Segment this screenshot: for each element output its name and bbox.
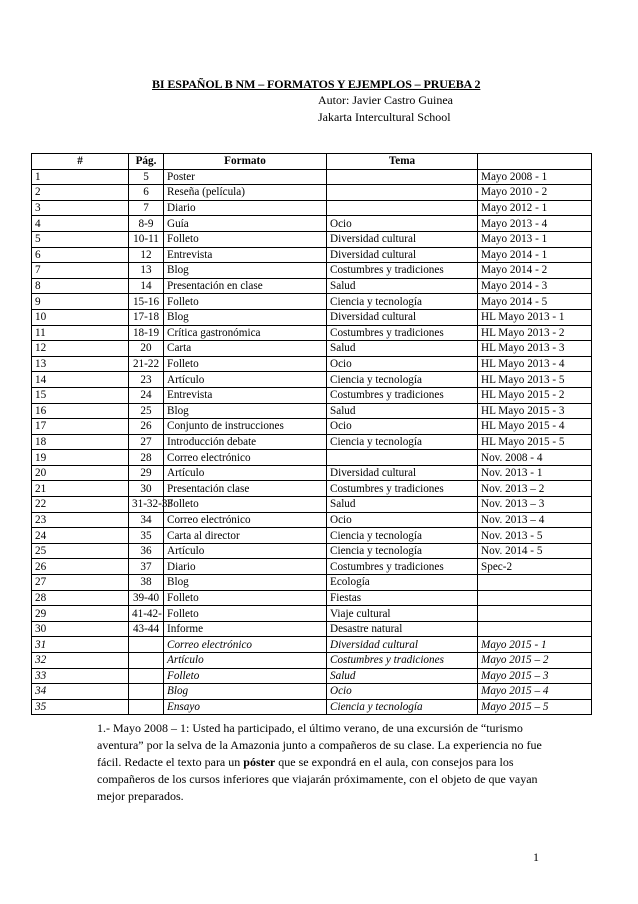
cell-theme: Ciencia y tecnología	[327, 543, 478, 559]
cell-format: Entrevista	[164, 247, 327, 263]
cell-number: 19	[32, 450, 129, 466]
cell-format: Folleto	[164, 356, 327, 372]
table-row	[32, 434, 592, 450]
author-block	[318, 92, 453, 126]
cell-exam: HL Mayo 2015 - 3	[478, 403, 592, 419]
cell-theme	[327, 185, 478, 201]
cell-page	[129, 653, 164, 669]
cell-theme: Ocio	[327, 512, 478, 528]
table-row	[32, 450, 592, 466]
cell-exam: Mayo 2012 - 1	[478, 200, 592, 216]
cell-format: Folleto	[164, 668, 327, 684]
cell-number: 10	[32, 309, 129, 325]
table-row	[32, 606, 592, 622]
cell-exam: Mayo 2008 - 1	[478, 169, 592, 185]
cell-format: Artículo	[164, 372, 327, 388]
cell-page: 8-9	[129, 216, 164, 232]
table-row	[32, 200, 592, 216]
cell-page: 25	[129, 403, 164, 419]
table-row	[32, 294, 592, 310]
cell-format: Crítica gastronómica	[164, 325, 327, 341]
cell-format: Folleto	[164, 497, 327, 513]
table-row	[32, 668, 592, 684]
cell-format: Entrevista	[164, 387, 327, 403]
cell-theme: Salud	[327, 341, 478, 357]
table-row	[32, 341, 592, 357]
cell-theme: Diversidad cultural	[327, 637, 478, 653]
cell-theme: Costumbres y tradiciones	[327, 653, 478, 669]
cell-theme: Ocio	[327, 356, 478, 372]
school-name: Jakarta Intercultural School	[318, 110, 451, 124]
task-text-after: que se expondrá en el aula, con consejos para los compañeros de los cursos inferiores que viajarán próximamente, con el objeto de que vayan mejor preparados.	[97, 755, 538, 803]
cell-page: 39-40	[129, 590, 164, 606]
cell-exam: HL Mayo 2015 - 2	[478, 387, 592, 403]
cell-exam: Nov. 2008 - 4	[478, 450, 592, 466]
cell-number: 2	[32, 185, 129, 201]
cell-number: 34	[32, 684, 129, 700]
table-row	[32, 216, 592, 232]
cell-format: Folleto	[164, 590, 327, 606]
cell-exam: Nov. 2014 - 5	[478, 543, 592, 559]
cell-page: 20	[129, 341, 164, 357]
cell-format: Presentación en clase	[164, 278, 327, 294]
cell-theme: Ocio	[327, 419, 478, 435]
cell-format: Conjunto de instrucciones	[164, 419, 327, 435]
task-paragraph	[97, 720, 567, 805]
cell-page: 28	[129, 450, 164, 466]
table-row	[32, 387, 592, 403]
cell-number: 6	[32, 247, 129, 263]
table-row	[32, 481, 592, 497]
table-row	[32, 621, 592, 637]
cell-exam: HL Mayo 2013 - 5	[478, 372, 592, 388]
table-row	[32, 653, 592, 669]
cell-theme	[327, 169, 478, 185]
cell-number: 21	[32, 481, 129, 497]
cell-page: 21-22	[129, 356, 164, 372]
cell-exam: Mayo 2015 – 4	[478, 684, 592, 700]
cell-exam: Mayo 2014 - 3	[478, 278, 592, 294]
cell-format: Folleto	[164, 606, 327, 622]
cell-theme: Salud	[327, 278, 478, 294]
cell-page: 26	[129, 419, 164, 435]
cell-theme: Costumbres y tradiciones	[327, 559, 478, 575]
cell-exam: HL Mayo 2015 - 4	[478, 419, 592, 435]
cell-page: 31-32-33	[129, 497, 164, 513]
cell-format: Artículo	[164, 465, 327, 481]
cell-theme: Salud	[327, 668, 478, 684]
cell-format: Artículo	[164, 653, 327, 669]
cell-exam: HL Mayo 2013 - 2	[478, 325, 592, 341]
cell-format: Ensayo	[164, 699, 327, 715]
task-text-before: 1.- Mayo 2008 – 1: Usted ha participado, el último verano, de una excursión de “turismo aventura” por la selva de la Amazonia junto a compañeros de su clase. La experiencia no fue fácil. Redacte el texto para un	[97, 721, 542, 769]
cell-page: 10-11	[129, 231, 164, 247]
cell-exam: Mayo 2015 – 5	[478, 699, 592, 715]
cell-page: 23	[129, 372, 164, 388]
page-number: 1	[533, 850, 539, 864]
cell-number: 12	[32, 341, 129, 357]
cell-exam: Nov. 2013 - 1	[478, 465, 592, 481]
cell-number: 30	[32, 621, 129, 637]
table-row	[32, 575, 592, 591]
cell-page: 34	[129, 512, 164, 528]
cell-page	[129, 637, 164, 653]
cell-number: 4	[32, 216, 129, 232]
cell-theme: Diversidad cultural	[327, 247, 478, 263]
table-body	[32, 169, 592, 715]
cell-number: 32	[32, 653, 129, 669]
cell-page	[129, 668, 164, 684]
cell-number: 8	[32, 278, 129, 294]
cell-format: Blog	[164, 403, 327, 419]
cell-theme: Ciencia y tecnología	[327, 294, 478, 310]
table-row	[32, 465, 592, 481]
table-row	[32, 497, 592, 513]
cell-format: Folleto	[164, 294, 327, 310]
cell-page: 30	[129, 481, 164, 497]
cell-number: 9	[32, 294, 129, 310]
cell-theme: Desastre natural	[327, 621, 478, 637]
cell-theme: Costumbres y tradiciones	[327, 325, 478, 341]
table-row	[32, 512, 592, 528]
cell-exam	[478, 621, 592, 637]
cell-exam: Mayo 2010 - 2	[478, 185, 592, 201]
table-row	[32, 590, 592, 606]
table-row	[32, 403, 592, 419]
cell-number: 28	[32, 590, 129, 606]
table-row	[32, 185, 592, 201]
cell-page: 36	[129, 543, 164, 559]
cell-number: 13	[32, 356, 129, 372]
header-format: Formato	[164, 154, 327, 170]
table-row	[32, 372, 592, 388]
table-row	[32, 559, 592, 575]
task-text-bold: póster	[243, 755, 276, 769]
cell-page	[129, 699, 164, 715]
cell-page: 14	[129, 278, 164, 294]
cell-number: 17	[32, 419, 129, 435]
cell-format: Introducción debate	[164, 434, 327, 450]
cell-page: 38	[129, 575, 164, 591]
cell-format: Blog	[164, 263, 327, 279]
table-header-row	[32, 154, 592, 170]
cell-theme: Ciencia y tecnología	[327, 434, 478, 450]
formats-table	[31, 153, 592, 715]
header-page: Pág.	[129, 154, 164, 170]
cell-theme: Salud	[327, 497, 478, 513]
table-row	[32, 325, 592, 341]
cell-number: 16	[32, 403, 129, 419]
table-row	[32, 637, 592, 653]
cell-format: Presentación clase	[164, 481, 327, 497]
cell-number: 22	[32, 497, 129, 513]
cell-format: Blog	[164, 684, 327, 700]
table-row	[32, 169, 592, 185]
author-name: Autor: Javier Castro Guinea	[318, 93, 453, 107]
cell-exam: Mayo 2014 - 5	[478, 294, 592, 310]
document-title: BI ESPAÑOL B NM – FORMATOS Y EJEMPLOS – PRUEBA 2	[152, 77, 481, 91]
cell-number: 33	[32, 668, 129, 684]
table-row	[32, 278, 592, 294]
cell-format: Carta	[164, 341, 327, 357]
cell-exam: HL Mayo 2015 - 5	[478, 434, 592, 450]
cell-page: 15-16	[129, 294, 164, 310]
cell-page: 41-42-	[129, 606, 164, 622]
cell-theme: Ciencia y tecnología	[327, 372, 478, 388]
cell-theme	[327, 450, 478, 466]
cell-number: 14	[32, 372, 129, 388]
cell-theme: Ocio	[327, 216, 478, 232]
cell-format: Artículo	[164, 543, 327, 559]
cell-theme: Salud	[327, 403, 478, 419]
cell-theme: Costumbres y tradiciones	[327, 263, 478, 279]
cell-exam: Mayo 2014 - 2	[478, 263, 592, 279]
cell-theme: Costumbres y tradiciones	[327, 387, 478, 403]
cell-format: Correo electrónico	[164, 637, 327, 653]
cell-exam	[478, 590, 592, 606]
table-row	[32, 247, 592, 263]
cell-theme: Diversidad cultural	[327, 309, 478, 325]
cell-theme: Fiestas	[327, 590, 478, 606]
cell-format: Carta al director	[164, 528, 327, 544]
table-row	[32, 419, 592, 435]
cell-format: Blog	[164, 309, 327, 325]
cell-exam: Mayo 2015 – 2	[478, 653, 592, 669]
cell-theme	[327, 200, 478, 216]
cell-page: 27	[129, 434, 164, 450]
cell-exam: Nov. 2013 – 3	[478, 497, 592, 513]
table-row	[32, 309, 592, 325]
cell-exam: Mayo 2015 - 1	[478, 637, 592, 653]
cell-exam: Mayo 2013 - 4	[478, 216, 592, 232]
cell-number: 5	[32, 231, 129, 247]
cell-exam: Mayo 2015 – 3	[478, 668, 592, 684]
cell-number: 26	[32, 559, 129, 575]
cell-theme: Costumbres y tradiciones	[327, 481, 478, 497]
cell-theme: Ocio	[327, 684, 478, 700]
table-row	[32, 699, 592, 715]
cell-format: Correo electrónico	[164, 450, 327, 466]
cell-page: 7	[129, 200, 164, 216]
cell-page	[129, 684, 164, 700]
cell-format: Guía	[164, 216, 327, 232]
table-row	[32, 684, 592, 700]
cell-number: 18	[32, 434, 129, 450]
cell-format: Poster	[164, 169, 327, 185]
cell-exam	[478, 606, 592, 622]
cell-page: 29	[129, 465, 164, 481]
table-row	[32, 231, 592, 247]
cell-page: 13	[129, 263, 164, 279]
cell-theme: Ciencia y tecnología	[327, 699, 478, 715]
cell-number: 35	[32, 699, 129, 715]
header-exam	[478, 154, 592, 170]
cell-number: 3	[32, 200, 129, 216]
cell-exam: Nov. 2013 – 2	[478, 481, 592, 497]
cell-number: 15	[32, 387, 129, 403]
cell-exam: Spec-2	[478, 559, 592, 575]
cell-number: 24	[32, 528, 129, 544]
cell-theme: Ecología	[327, 575, 478, 591]
header-number: #	[32, 154, 129, 170]
cell-number: 27	[32, 575, 129, 591]
header-theme: Tema	[327, 154, 478, 170]
cell-number: 7	[32, 263, 129, 279]
table-row	[32, 356, 592, 372]
cell-format: Correo electrónico	[164, 512, 327, 528]
cell-theme: Viaje cultural	[327, 606, 478, 622]
cell-exam: Mayo 2014 - 1	[478, 247, 592, 263]
cell-number: 23	[32, 512, 129, 528]
cell-theme: Diversidad cultural	[327, 231, 478, 247]
cell-page: 43-44	[129, 621, 164, 637]
cell-exam: Mayo 2013 - 1	[478, 231, 592, 247]
cell-number: 25	[32, 543, 129, 559]
cell-format: Folleto	[164, 231, 327, 247]
cell-number: 11	[32, 325, 129, 341]
cell-number: 31	[32, 637, 129, 653]
cell-exam: Nov. 2013 – 4	[478, 512, 592, 528]
cell-exam: HL Mayo 2013 - 1	[478, 309, 592, 325]
cell-theme: Ciencia y tecnología	[327, 528, 478, 544]
cell-exam: HL Mayo 2013 - 4	[478, 356, 592, 372]
cell-format: Blog	[164, 575, 327, 591]
cell-number: 1	[32, 169, 129, 185]
cell-format: Informe	[164, 621, 327, 637]
cell-page: 37	[129, 559, 164, 575]
cell-page: 18-19	[129, 325, 164, 341]
table-row	[32, 528, 592, 544]
table-row	[32, 543, 592, 559]
cell-exam	[478, 575, 592, 591]
cell-format: Diario	[164, 559, 327, 575]
cell-page: 35	[129, 528, 164, 544]
cell-page: 12	[129, 247, 164, 263]
cell-page: 6	[129, 185, 164, 201]
cell-format: Diario	[164, 200, 327, 216]
cell-theme: Diversidad cultural	[327, 465, 478, 481]
cell-page: 17-18	[129, 309, 164, 325]
table-row	[32, 263, 592, 279]
cell-exam: Nov. 2013 - 5	[478, 528, 592, 544]
cell-number: 29	[32, 606, 129, 622]
cell-exam: HL Mayo 2013 - 3	[478, 341, 592, 357]
cell-number: 20	[32, 465, 129, 481]
cell-format: Reseña (película)	[164, 185, 327, 201]
cell-page: 5	[129, 169, 164, 185]
cell-page: 24	[129, 387, 164, 403]
